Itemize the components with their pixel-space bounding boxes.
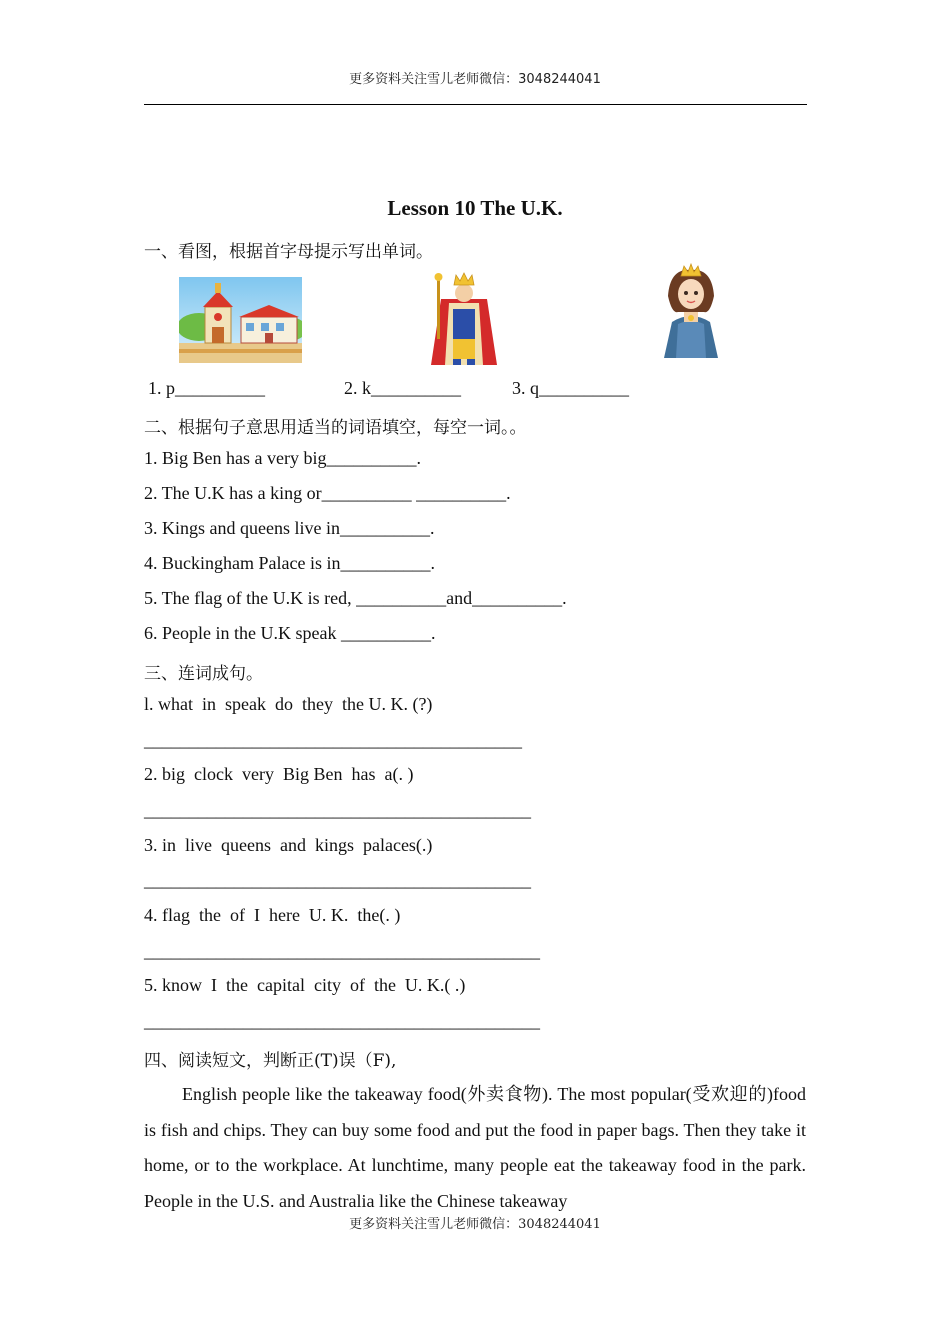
header-rule (144, 104, 807, 105)
reorder-prompt-1: l. what in speak do they the U. K. (?) (144, 694, 433, 714)
reorder-prompt-4: 4. flag the of I here U. K. the(. ) (144, 905, 401, 925)
section2-heading: 二、根据句子意思用适当的词语填空，每空一词。。 (144, 418, 527, 438)
answer-line-1: __________________________________________ (144, 730, 522, 750)
section4-heading: 四、阅读短文，判断正(T)误（F), (144, 1051, 397, 1071)
section1-heading: 一、看图，根据首字母提示写出单词。 (144, 242, 433, 262)
fill-item-6: 6. People in the U.K speak __________. (144, 623, 436, 643)
answer-line-5: ____________________________________________ (144, 1011, 540, 1031)
picture-answer-2: 2. k__________ (344, 378, 461, 398)
page-header: 更多资料关注雪儿老师微信：3048244041 (349, 72, 601, 87)
picture-answer-3: 3. q__________ (512, 378, 629, 398)
reading-passage: English people like the takeaway food(外卖食物). The most popular(受欢迎的)food is fish and chips. They can buy some food and put the food in paper bags. Then they take it home, or to the workplace. At lunchtime, many people eat the takeaway food in the park. People in the U.S. and Australia like the Chinese takeaway (144, 1084, 806, 1211)
reorder-prompt-2: 2. big clock very Big Ben has a(. ) (144, 764, 414, 784)
page-footer: 更多资料关注雪儿老师微信：3048244041 (349, 1217, 601, 1232)
queen-picture (658, 262, 724, 362)
palace-picture (179, 277, 302, 363)
fill-item-1: 1. Big Ben has a very big__________. (144, 448, 421, 468)
answer-line-2: ___________________________________________ (144, 800, 531, 820)
fill-item-3: 3. Kings and queens live in__________. (144, 518, 435, 538)
picture-answer-1: 1. p__________ (148, 378, 265, 398)
answer-line-3: ___________________________________________ (144, 870, 531, 890)
king-picture (427, 269, 501, 369)
fill-item-4: 4. Buckingham Palace is in__________. (144, 553, 435, 573)
reorder-prompt-3: 3. in live queens and kings palaces(.) (144, 835, 433, 855)
lesson-title: Lesson 10 The U.K. (387, 196, 563, 220)
answer-line-4: ____________________________________________ (144, 941, 540, 961)
reorder-prompt-5: 5. know I the capital city of the U. K.( .) (144, 975, 466, 995)
fill-item-5: 5. The flag of the U.K is red, __________and__________. (144, 588, 567, 608)
fill-item-2: 2. The U.K has a king or__________ __________. (144, 483, 511, 503)
section3-heading: 三、连词成句。 (144, 664, 263, 684)
